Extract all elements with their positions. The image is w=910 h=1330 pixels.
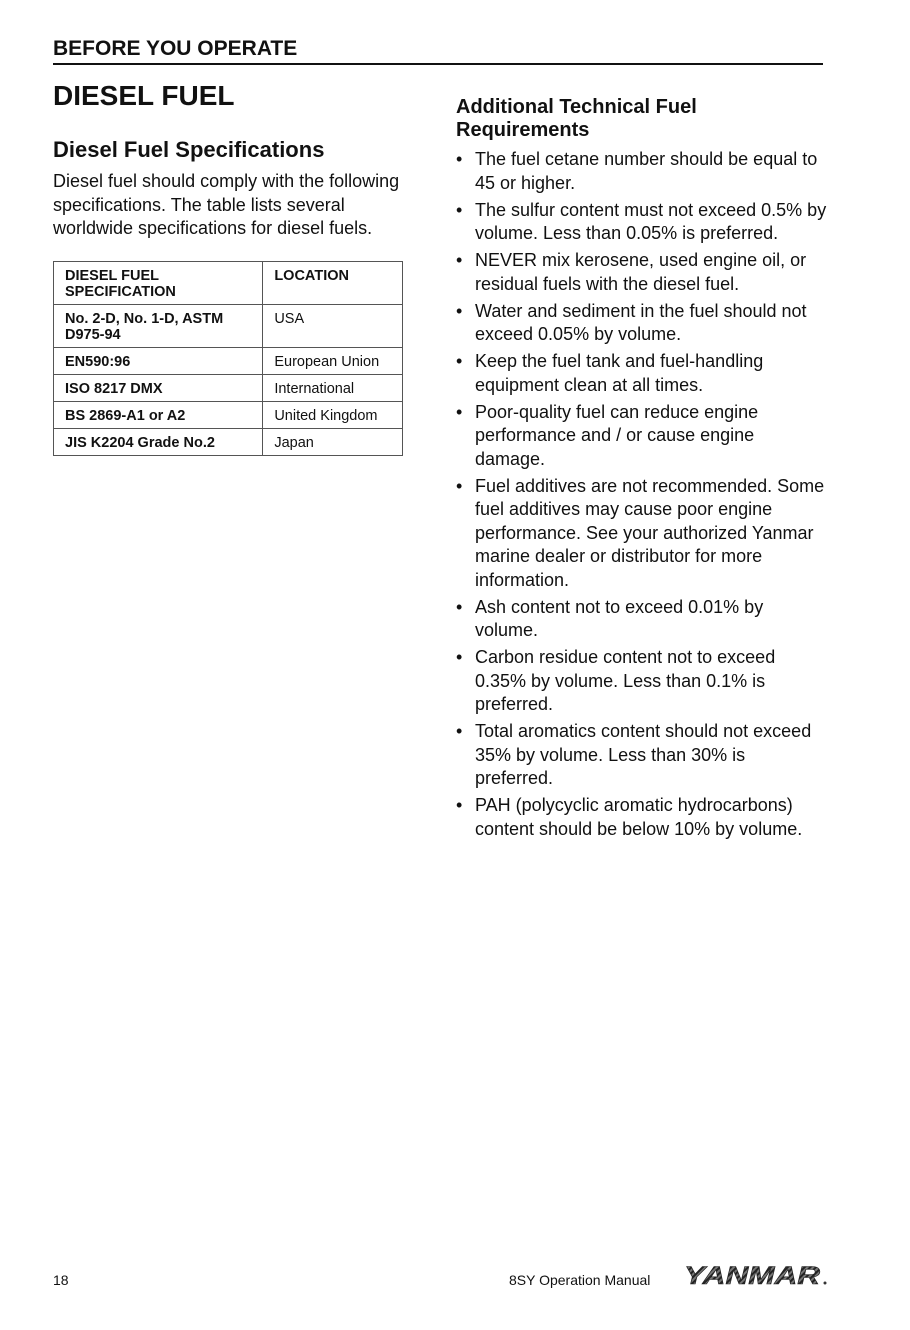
bullet-icon: •	[456, 351, 463, 371]
list-item	[456, 249, 828, 296]
spec-cell: No. 2-D, No. 1-D, ASTM D975-94	[54, 304, 263, 347]
list-item	[456, 350, 828, 397]
list-item-text: Fuel additives are not recommended. Some fuel additives may cause poor engine performance. See your authorized Yanmar marine dealer or distributor for more information.	[475, 475, 825, 590]
table-row	[54, 401, 403, 428]
list-item	[456, 199, 828, 246]
list-item-text: Keep the fuel tank and fuel-handling equipment clean at all times.	[475, 351, 764, 395]
location-cell: European Union	[263, 347, 403, 374]
location-cell: Japan	[263, 428, 403, 455]
table-row	[54, 374, 403, 401]
bullet-icon: •	[456, 250, 463, 270]
location-cell: USA	[263, 304, 403, 347]
list-item-text: The sulfur content must not exceed 0.5% by volume. Less than 0.05% is preferred.	[475, 199, 827, 243]
manual-title: 8SY Operation Manual	[509, 1272, 651, 1288]
bullet-icon: •	[456, 795, 463, 815]
requirements-section	[456, 96, 828, 845]
list-item-text: Ash content not to exceed 0.01% by volume.	[475, 596, 764, 640]
list-item	[456, 401, 828, 472]
bullet-icon: •	[456, 647, 463, 667]
page-title: DIESEL FUEL	[53, 80, 235, 111]
list-item-text: Water and sediment in the fuel should not exceed 0.05% by volume.	[475, 300, 807, 344]
specifications-heading: Diesel Fuel Specifications	[53, 137, 325, 162]
list-item	[456, 475, 828, 593]
bullet-icon: •	[456, 401, 463, 422]
table-row	[54, 347, 403, 374]
table-row	[54, 428, 403, 455]
list-item-text: Total aromatics content should not exceed 35% by volume. Less than 30% is preferred.	[475, 721, 812, 788]
list-item	[456, 720, 828, 791]
yanmar-logo	[684, 1262, 829, 1288]
page-number: 18	[53, 1272, 69, 1288]
bullet-icon: •	[456, 721, 463, 741]
table-header-row	[54, 261, 403, 304]
list-item-text: PAH (polycyclic aromatic hydrocarbons) content should be below 10% by volume.	[475, 795, 803, 839]
bullet-icon: •	[456, 300, 463, 321]
bullet-icon: •	[456, 199, 463, 220]
bullet-icon: •	[456, 475, 463, 496]
table-row	[54, 304, 403, 347]
requirements-list	[456, 148, 828, 841]
list-item	[456, 646, 828, 717]
list-item-text: Poor-quality fuel can reduce engine performance and / or cause engine damage.	[475, 401, 759, 469]
list-item-text: Carbon residue content not to exceed 0.35% by volume. Less than 0.1% is preferred.	[475, 647, 776, 714]
section-header: BEFORE YOU OPERATE	[53, 36, 823, 65]
list-item-text: The fuel cetane number should be equal to 45 or higher.	[475, 149, 818, 193]
list-item	[456, 596, 828, 643]
bullet-icon: •	[456, 149, 463, 169]
spec-cell: ISO 8217 DMX	[54, 374, 263, 401]
column-header-location: LOCATION	[263, 261, 403, 304]
list-item	[456, 300, 828, 347]
list-item	[456, 148, 828, 195]
spec-cell: JIS K2204 Grade No.2	[54, 428, 263, 455]
bullet-icon: •	[456, 596, 463, 617]
requirements-heading: Additional Technical Fuel Requirements	[456, 96, 697, 141]
location-cell: United Kingdom	[263, 401, 403, 428]
location-cell: International	[263, 374, 403, 401]
list-item-text: NEVER mix kerosene, used engine oil, or residual fuels with the diesel fuel.	[475, 250, 807, 294]
column-header-spec: DIESEL FUEL SPECIFICATION	[54, 261, 263, 304]
logo-wordmark: YANMAR	[684, 1262, 820, 1288]
specifications-section	[53, 136, 425, 456]
fuel-spec-table	[53, 261, 403, 456]
list-item	[456, 794, 828, 841]
spec-cell: EN590:96	[54, 347, 263, 374]
spec-cell: BS 2869-A1 or A2	[54, 401, 263, 428]
specifications-intro: Diesel fuel should comply with the following specifications. The table lists several worldwide specifications for diesel fuels.	[53, 171, 400, 238]
